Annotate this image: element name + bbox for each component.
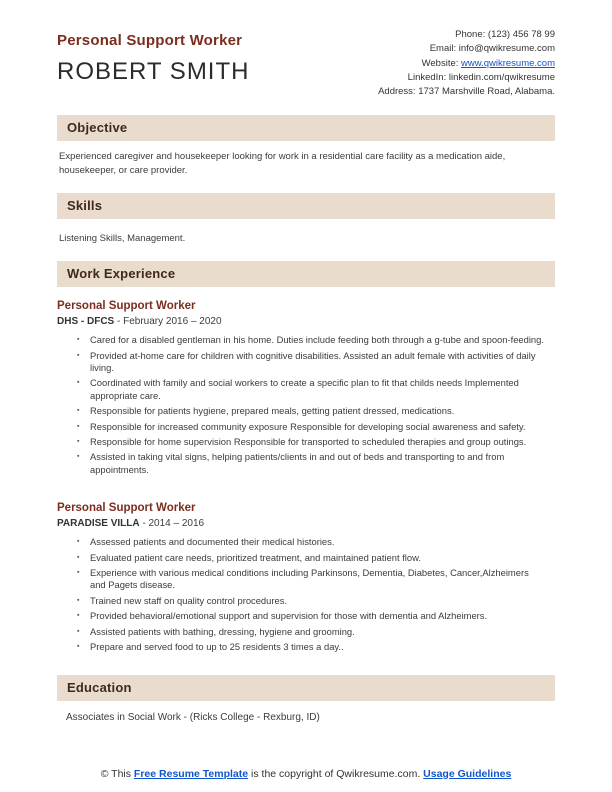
candidate-name: ROBERT SMITH — [57, 58, 250, 85]
job-entry — [57, 502, 555, 653]
job-bullet: ▪ Assisted patients with bathing, dressing, hygiene and grooming. — [77, 626, 545, 638]
objective-heading: Objective — [67, 120, 128, 136]
header — [57, 28, 555, 99]
objective-section-bar — [57, 115, 555, 141]
header-job-title: Personal Support Worker — [57, 32, 243, 49]
job-dates: - 2014 – 2016 — [142, 518, 205, 530]
contact-linkedin — [350, 71, 555, 85]
job-bullet: ▪ Provided behavioral/emotional support and supervision for those with dementia and Alzheimers. — [77, 610, 545, 622]
education-text: Associates in Social Work - (Ricks College - Rexburg, ID) — [66, 712, 320, 724]
footer-prefix: © This — [100, 767, 134, 780]
education-heading: Education — [67, 680, 132, 696]
email-value: info@qwikresume.com — [458, 43, 555, 55]
contact-email — [350, 42, 555, 56]
contact-phone — [350, 28, 555, 42]
usage-guidelines-link[interactable]: Usage Guidelines — [423, 767, 512, 780]
header-left — [57, 28, 249, 86]
objective-text: Experienced caregiver and housekeeper looking for work in a residential care facility as a medication aide, housekeeper, or care provider. — [59, 151, 506, 176]
job-bullet: ▪ Responsible for increased community exposure Responsible for developing social awareness and safety. — [77, 421, 545, 433]
job-bullet: ▪ Cared for a disabled gentleman in his home. Duties include feeding both through a g-tube and spoon-feeding. — [77, 334, 545, 346]
company-line — [57, 518, 555, 529]
job-title: Personal Support Worker — [57, 300, 196, 313]
job-bullet: ▪ Assessed patients and documented their medical histories. — [77, 536, 545, 548]
job-bullet: ▪ Prepare and served food to up to 25 residents 3 times a day.. — [77, 641, 545, 653]
email-label: Email: — [429, 43, 457, 55]
address-label: Address: — [378, 86, 416, 97]
footer — [0, 767, 612, 782]
website-label: Website: — [421, 57, 459, 69]
job-bullet-list — [77, 334, 555, 476]
footer-middle: is the copyright of Qwikresume.com. — [248, 767, 424, 780]
job-bullet: ▪ Assisted in taking vital signs, helping patients/clients in and out of beds and transporting to and from appointments. — [77, 451, 545, 476]
contact-website — [350, 57, 555, 71]
job-bullet: ▪ Responsible for patients hygiene, prepared meals, getting patient dressed, medications. — [77, 405, 545, 417]
skills-text: Listening Skills, Management. — [59, 232, 186, 244]
job-bullet: ▪ Evaluated patient care needs, prioritized treatment, and maintained patient flow. — [77, 552, 545, 564]
company-name: PARADISE VILLA — [57, 518, 140, 530]
work-experience-section-bar — [57, 261, 555, 287]
job-bullet: ▪ Trained new staff on quality control procedures. — [77, 595, 545, 607]
phone-label: Phone: — [455, 29, 486, 40]
work-experience-heading: Work Experience — [67, 266, 176, 282]
footer-text — [86, 767, 526, 782]
skills-section-bar — [57, 193, 555, 219]
job-entry — [57, 300, 555, 476]
job-bullet: ▪ Experience with various medical conditions including Parkinsons, Dementia, Diabetes, Cancer,Alzheimers and Pagets disease. — [77, 567, 545, 592]
job-bullet: ▪ Coordinated with family and social workers to create a specific plan to fit that childs needs Implemented appropriate care. — [77, 377, 545, 402]
linkedin-label: LinkedIn: — [407, 71, 447, 83]
phone-value: (123) 456 78 99 — [487, 29, 555, 40]
education-section-bar — [57, 675, 555, 701]
job-bullet: ▪ Provided at-home care for children with cognitive disabilities. Assisted an adult female with activities of daily living. — [77, 350, 545, 375]
job-title: Personal Support Worker — [57, 502, 196, 515]
job-dates: - February 2016 – 2020 — [117, 316, 222, 328]
company-line — [57, 316, 555, 327]
contact-info — [350, 28, 555, 99]
free-resume-template-link[interactable]: Free Resume Template — [133, 767, 249, 780]
job-bullet-list — [77, 536, 555, 653]
website-link[interactable]: www.qwikresume.com — [461, 57, 555, 69]
linkedin-value: linkedin.com/qwikresume — [448, 71, 555, 83]
skills-heading: Skills — [67, 197, 103, 213]
address-value: 1737 Marshville Road, Alabama. — [418, 86, 555, 97]
company-name: DHS - DFCS — [57, 316, 115, 328]
contact-address — [350, 85, 555, 99]
job-bullet: ▪ Responsible for home supervision Responsible for transported to scheduled therapies and group outings. — [77, 436, 545, 448]
